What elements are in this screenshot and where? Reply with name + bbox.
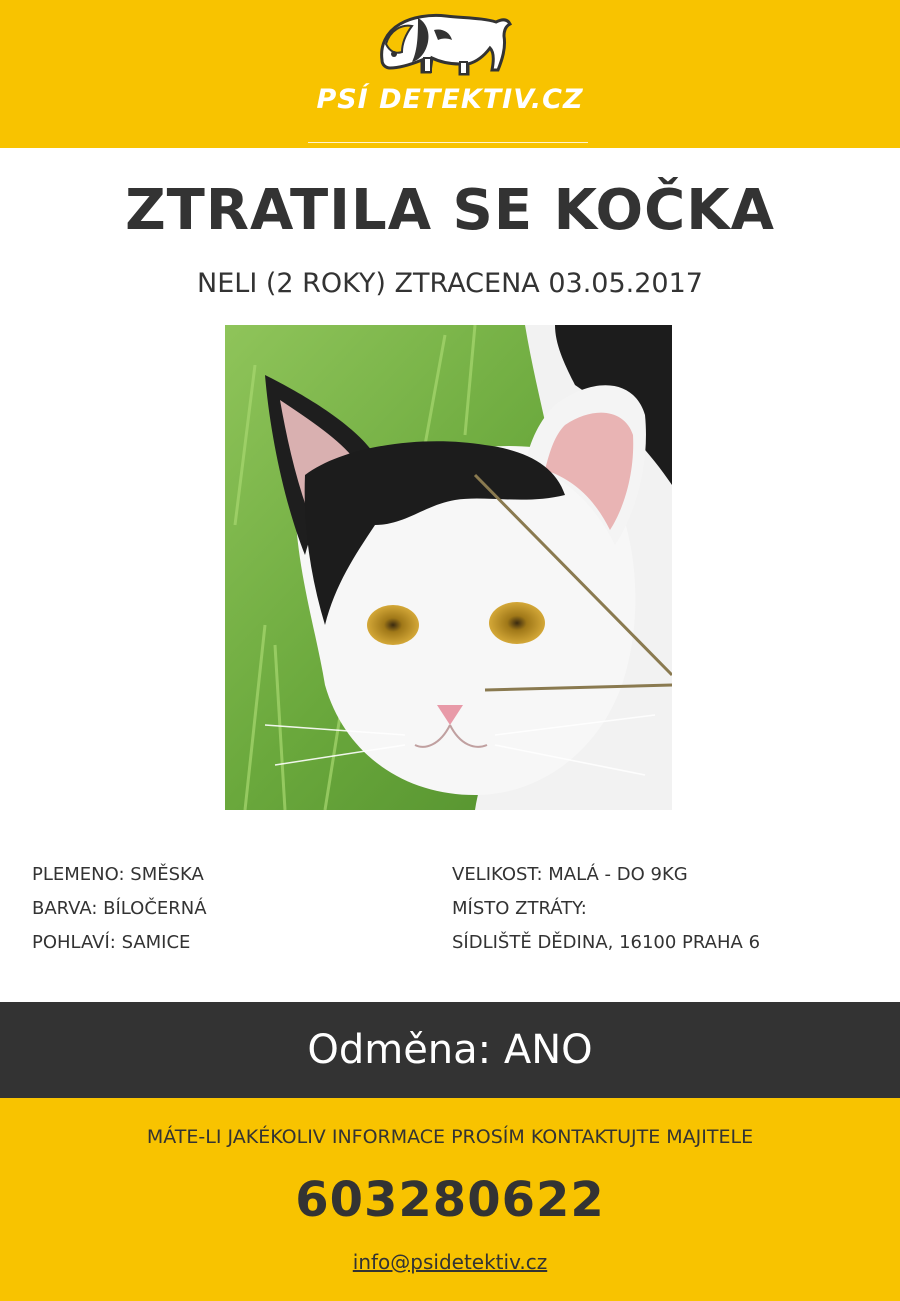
dog-logo-icon [372, 8, 516, 80]
detail-sex: POHLAVÍ: SAMICE [32, 932, 191, 953]
poster-title: ZTRATILA SE KOČKA [125, 178, 775, 243]
details-left-column [32, 858, 207, 960]
phone-number: 603280622 [295, 1172, 605, 1228]
cat-photo [225, 325, 672, 810]
detail-location-value: SÍDLIŠTĚ DĚDINA, 16100 PRAHA 6 [452, 932, 761, 953]
brand-underline [308, 142, 588, 143]
detail-size: VELIKOST: MALÁ - DO 9KG [452, 864, 688, 885]
reward-text: Odměna: ANO [307, 1027, 593, 1073]
email-link[interactable]: info@psidetektiv.cz [352, 1250, 548, 1274]
contact-note: MÁTE-LI JAKÉKOLIV INFORMACE PROSÍM KONTAKTUJTE MAJITELE [146, 1126, 754, 1148]
header [0, 0, 900, 148]
footer [0, 1098, 900, 1301]
detail-color: BARVA: BÍLOČERNÁ [32, 898, 207, 919]
brand-name: PSÍ DETEKTIV.CZ [316, 84, 584, 115]
detail-breed: PLEMENO: SMĚSKA [32, 864, 204, 885]
poster-subtitle: NELI (2 ROKY) ZTRACENA 03.05.2017 [197, 268, 703, 299]
reward-banner [0, 1002, 900, 1098]
detail-location-label: MÍSTO ZTRÁTY: [452, 898, 587, 919]
details-right-column [452, 858, 760, 960]
